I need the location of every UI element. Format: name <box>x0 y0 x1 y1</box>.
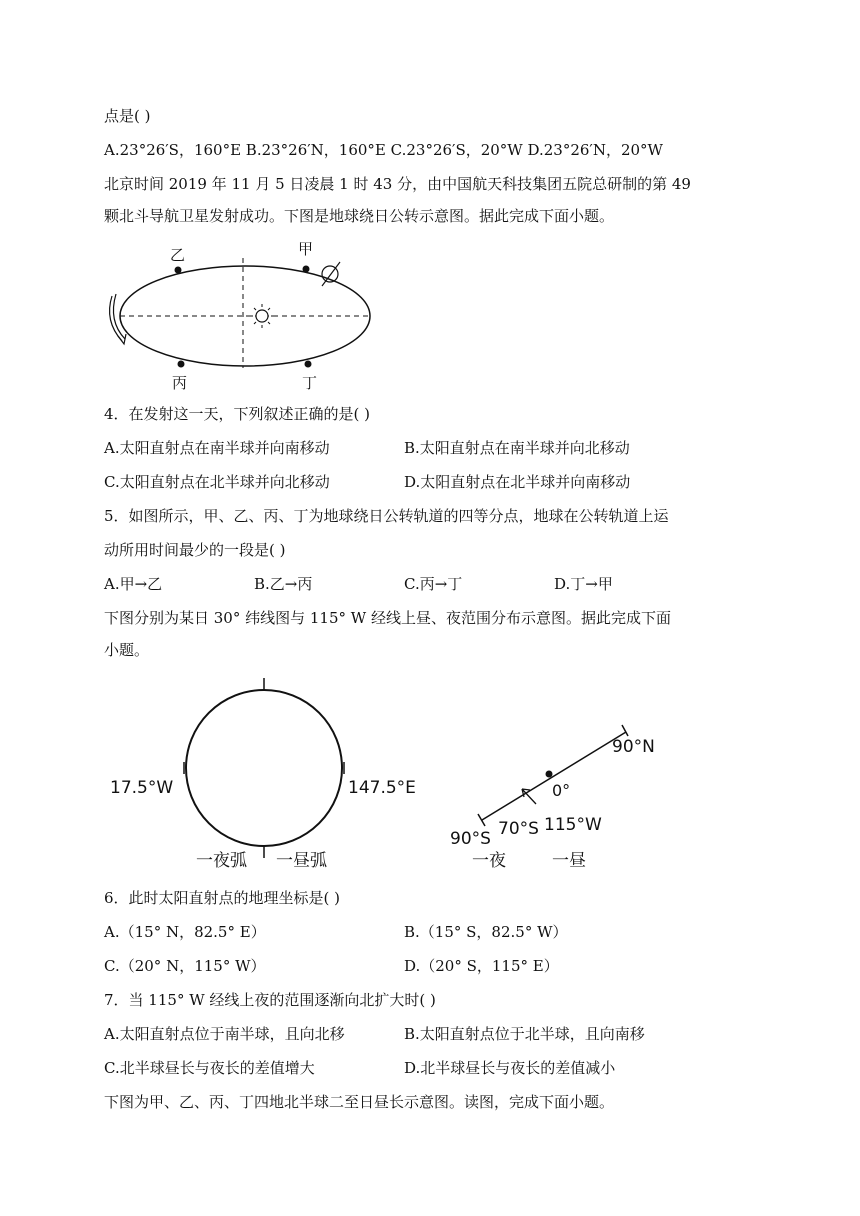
legend-day: 一昼 <box>552 851 586 871</box>
equator-point <box>546 771 553 778</box>
south-tick <box>478 814 485 826</box>
question-5-line-1: 5．如图所示，甲、乙、丙、丁为地球绕日公转轨道的四等分点，地球在公转轨道上运 <box>104 507 669 525</box>
point-ding <box>305 361 312 368</box>
question-7: 7．当 115° W 经线上夜的范围逐渐向北扩大时( ) <box>104 991 436 1009</box>
q4-option-b: B.太阳直射点在南半球并向北移动 <box>404 439 630 457</box>
point-bing <box>178 361 185 368</box>
q4-option-a: A.太阳直射点在南半球并向南移动 <box>104 439 330 457</box>
meridian-line <box>482 732 626 820</box>
q7-option-d: D.北半球昼长与夜长的差值减小 <box>404 1059 616 1077</box>
line-1: 点是( ) <box>104 107 151 125</box>
intro-8: 下图为甲、乙、丙、丁四地北半球二至日昼长示意图。读图，完成下面小题。 <box>104 1093 615 1111</box>
lon-label: 115°W <box>544 815 602 835</box>
label-bing: 丙 <box>172 374 188 392</box>
q7-option-a: A.太阳直射点位于南半球，且向北移 <box>104 1025 345 1043</box>
q5-option-a: A.甲→乙 <box>104 575 163 593</box>
equator-label: 0° <box>552 781 571 800</box>
line-2: A.23°26′S，160°E B.23°26′N，160°E C.23°26′S，20°W D.23°26′N，20°W <box>104 141 663 159</box>
right-longitude-label: 147.5°E <box>348 778 416 798</box>
q7-option-c: C.北半球昼长与夜长的差值增大 <box>104 1059 315 1077</box>
label-jia: 甲 <box>298 240 314 258</box>
latitude-circle <box>186 690 342 846</box>
q4-option-c: C.太阳直射点在北半球并向北移动 <box>104 473 330 491</box>
lat-label: 70°S <box>498 819 539 839</box>
point-yi <box>175 267 182 274</box>
latitude-figure <box>104 672 434 882</box>
north-label: 90°N <box>612 737 655 757</box>
line-4: 颗北斗导航卫星发射成功。下图是地球绕日公转示意图。据此完成下面小题。 <box>104 207 615 225</box>
line-3: 北京时间 2019 年 11 月 5 日凌晨 1 时 43 分，由中国航天科技集团五院总研制的第 49 <box>104 175 691 193</box>
label-ding: 丁 <box>302 374 318 392</box>
legend-day-arc: 一昼弧 <box>276 851 327 871</box>
south-label: 90°S <box>450 829 491 849</box>
point-jia <box>303 266 310 273</box>
label-yi: 乙 <box>170 246 186 264</box>
intro-6-line-2: 小题。 <box>104 641 150 659</box>
intro-6-line-1: 下图分别为某日 30° 纬线图与 115° W 经线上昼、夜范围分布示意图。据此完成下面 <box>104 609 671 627</box>
meridian-figure <box>440 710 690 880</box>
q5-option-b: B.乙→丙 <box>254 575 313 593</box>
question-4: 4．在发射这一天，下列叙述正确的是( ) <box>104 405 371 423</box>
sun-icon <box>250 304 274 328</box>
q6-option-c: C.（20° N，115° W） <box>104 957 266 975</box>
q6-option-d: D.（20° S，115° E） <box>404 957 559 975</box>
legend-night-arc: 一夜弧 <box>196 851 247 871</box>
q4-option-d: D.太阳直射点在北半球并向南移动 <box>404 473 631 491</box>
rotation-arrow-icon <box>110 294 126 344</box>
question-6: 6．此时太阳直射点的地理坐标是( ) <box>104 889 341 907</box>
q5-option-d: D.丁→甲 <box>554 575 613 593</box>
q6-option-a: A.（15° N，82.5° E） <box>104 923 266 941</box>
legend-night: 一夜 <box>472 851 506 871</box>
left-longitude-label: 17.5°W <box>110 778 174 798</box>
q7-option-b: B.太阳直射点位于北半球，且向南移 <box>404 1025 645 1043</box>
q5-option-c: C.丙→丁 <box>404 575 463 593</box>
orbit-figure <box>100 236 390 396</box>
q6-option-b: B.（15° S，82.5° W） <box>404 923 568 941</box>
question-5-line-2: 动所用时间最少的一段是( ) <box>104 541 286 559</box>
